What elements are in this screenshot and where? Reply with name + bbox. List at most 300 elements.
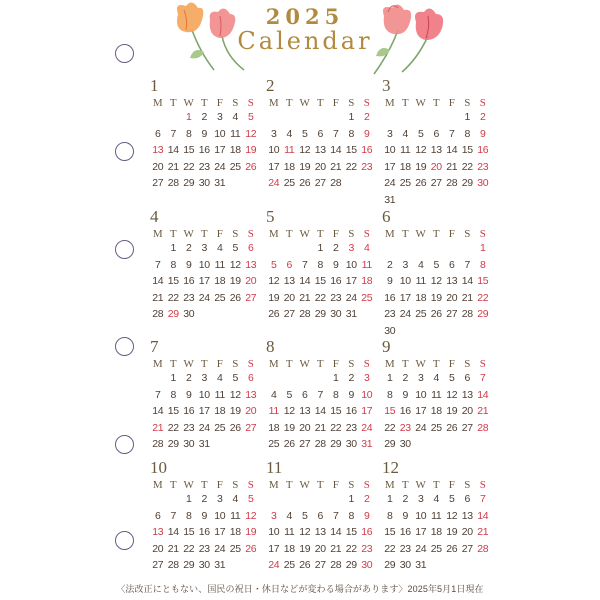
day-cell: 5 xyxy=(301,127,308,140)
day-cell: 11 xyxy=(431,388,442,401)
day-cell: 10 xyxy=(214,127,226,140)
weekday-label: W xyxy=(415,479,426,491)
weekday-label: T xyxy=(200,479,208,491)
weekday-label: W xyxy=(299,479,310,491)
day-cell: 23 xyxy=(198,160,210,173)
day-cell: 17 xyxy=(198,405,210,417)
day-cell: 11 xyxy=(268,405,279,417)
day-cell: 6 xyxy=(154,509,161,522)
week-row xyxy=(150,240,262,257)
day-cell: 20 xyxy=(314,542,326,555)
day-cell: 13 xyxy=(283,275,295,287)
day-cell: 4 xyxy=(433,493,440,505)
day-cell: 25 xyxy=(214,421,226,434)
binder-hole xyxy=(115,44,134,63)
day-cell: 21 xyxy=(477,405,489,417)
week-row xyxy=(266,508,378,525)
day-cell: 28 xyxy=(314,438,326,450)
day-cell: 20 xyxy=(245,275,257,287)
weekday-label: S xyxy=(348,479,355,491)
day-cell: 23 xyxy=(384,308,396,320)
day-cell: 7 xyxy=(464,258,471,271)
binder-hole xyxy=(115,337,134,356)
day-cell: 9 xyxy=(185,388,192,401)
month-block xyxy=(382,208,494,339)
day-cell: 11 xyxy=(284,526,295,538)
day-cell: 29 xyxy=(384,559,396,571)
weekday-label: S xyxy=(348,97,355,109)
day-cell: 6 xyxy=(154,127,161,140)
week-row xyxy=(266,420,378,437)
day-cell: 13 xyxy=(461,388,473,401)
day-cell: 8 xyxy=(386,509,393,522)
day-cell: 3 xyxy=(201,242,208,254)
day-cell: 16 xyxy=(477,144,489,156)
day-cell: 19 xyxy=(283,421,295,434)
day-cell: 23 xyxy=(399,421,411,434)
day-cell: 27 xyxy=(299,438,311,450)
day-cell: 24 xyxy=(345,291,357,304)
day-cell: 11 xyxy=(400,144,411,156)
month-number: 12 xyxy=(382,458,399,477)
day-cell: 25 xyxy=(268,438,280,450)
day-cell: 17 xyxy=(198,275,210,287)
weekday-label: M xyxy=(152,358,163,370)
week-row xyxy=(382,370,494,387)
day-cell: 25 xyxy=(430,421,442,434)
day-cell: 17 xyxy=(399,291,411,304)
day-cell: 21 xyxy=(461,291,473,304)
weekday-label: W xyxy=(415,358,426,370)
day-cell: 14 xyxy=(299,275,311,287)
week-row xyxy=(382,159,494,176)
day-cell: 19 xyxy=(446,526,458,538)
day-cell: 27 xyxy=(152,559,164,571)
day-cell: 16 xyxy=(198,144,210,156)
title-word: Calendar xyxy=(237,27,373,55)
weekday-label: W xyxy=(299,97,310,109)
day-cell: 22 xyxy=(183,542,195,555)
day-cell: 8 xyxy=(170,388,177,401)
weekday-label: M xyxy=(384,479,395,491)
day-cell: 4 xyxy=(232,111,239,123)
day-cell: 24 xyxy=(198,421,210,434)
day-cell: 3 xyxy=(363,372,370,384)
day-cell: 21 xyxy=(152,291,164,304)
weekday-label: T xyxy=(401,479,409,491)
day-cell: 16 xyxy=(198,526,210,538)
day-cell: 19 xyxy=(415,160,427,173)
day-cell: 28 xyxy=(167,177,179,189)
day-cell: 13 xyxy=(245,388,257,401)
day-cell: 23 xyxy=(361,542,373,555)
day-cell: 21 xyxy=(167,160,179,173)
day-cell: 18 xyxy=(415,291,427,304)
day-cell: 5 xyxy=(433,258,440,271)
day-cell: 13 xyxy=(152,144,164,156)
month-block xyxy=(382,459,494,574)
day-cell: 24 xyxy=(268,177,280,189)
day-cell: 7 xyxy=(170,127,177,140)
day-cell: 11 xyxy=(230,509,241,522)
day-cell: 18 xyxy=(229,526,241,538)
week-row xyxy=(382,491,494,508)
day-cell: 24 xyxy=(214,160,226,173)
month-number: 1 xyxy=(150,76,159,95)
month-number: 9 xyxy=(382,337,391,356)
day-cell: 16 xyxy=(361,526,373,538)
day-cell: 14 xyxy=(330,144,342,156)
day-cell: 26 xyxy=(299,559,311,571)
day-cell: 15 xyxy=(477,275,489,287)
weekday-header xyxy=(266,228,378,240)
weekday-label: S xyxy=(479,97,486,109)
day-cell: 4 xyxy=(286,127,293,140)
day-cell: 8 xyxy=(170,258,177,271)
day-cell: 8 xyxy=(386,388,393,401)
weekday-label: T xyxy=(169,358,177,370)
weekday-label: T xyxy=(169,97,177,109)
day-cell: 26 xyxy=(415,177,427,189)
day-cell: 2 xyxy=(185,242,192,254)
week-row xyxy=(382,290,494,307)
day-cell: 22 xyxy=(477,291,489,304)
day-cell: 20 xyxy=(314,160,326,173)
day-cell: 30 xyxy=(183,308,195,320)
weekday-label: T xyxy=(316,97,324,109)
week-row xyxy=(382,273,494,290)
month-number: 10 xyxy=(150,458,167,477)
day-cell: 26 xyxy=(245,160,257,173)
day-cell: 25 xyxy=(229,160,241,173)
weekday-label: S xyxy=(464,358,471,370)
week-row xyxy=(266,306,378,323)
day-cell: 3 xyxy=(348,242,355,254)
day-cell: 30 xyxy=(198,177,210,189)
day-cell: 29 xyxy=(384,438,396,450)
day-cell: 30 xyxy=(384,324,396,337)
day-cell: 23 xyxy=(183,291,195,304)
day-cell: 20 xyxy=(299,421,311,434)
month-number: 11 xyxy=(266,458,283,477)
day-cell: 20 xyxy=(152,160,164,173)
week-row xyxy=(382,524,494,541)
week-row xyxy=(150,491,262,508)
weekday-header xyxy=(266,479,378,491)
day-cell: 23 xyxy=(345,421,357,434)
day-cell: 17 xyxy=(345,275,357,287)
day-cell: 29 xyxy=(345,559,357,571)
day-cell: 6 xyxy=(464,372,471,384)
binder-hole xyxy=(115,142,134,161)
month-block xyxy=(382,77,494,208)
day-cell: 25 xyxy=(214,291,226,304)
day-cell: 16 xyxy=(345,405,357,417)
day-cell: 1 xyxy=(348,111,355,123)
day-cell: 2 xyxy=(185,372,192,384)
day-cell: 22 xyxy=(345,160,357,173)
day-cell: 4 xyxy=(417,258,424,271)
day-cell: 15 xyxy=(183,526,195,538)
day-cell: 27 xyxy=(245,421,257,434)
weekday-label: M xyxy=(384,358,395,370)
day-cell: 6 xyxy=(317,127,324,140)
weekday-label: F xyxy=(216,358,223,370)
day-cell: 21 xyxy=(152,421,164,434)
day-cell: 9 xyxy=(201,509,208,522)
day-cell: 12 xyxy=(446,509,458,522)
day-cell: 21 xyxy=(330,542,342,555)
day-cell: 30 xyxy=(361,559,373,571)
day-cell: 7 xyxy=(332,127,339,140)
week-row xyxy=(266,290,378,307)
day-cell: 30 xyxy=(183,438,195,450)
day-cell: 23 xyxy=(198,542,210,555)
week-row xyxy=(382,436,494,453)
day-cell: 3 xyxy=(216,493,223,505)
day-cell: 9 xyxy=(479,127,486,140)
month-number: 5 xyxy=(266,207,275,226)
weekday-label: S xyxy=(363,479,370,491)
day-cell: 26 xyxy=(245,542,257,555)
day-cell: 27 xyxy=(152,177,164,189)
day-cell: 24 xyxy=(415,421,427,434)
day-cell: 11 xyxy=(284,144,295,156)
weekday-label: T xyxy=(316,358,324,370)
day-cell: 1 xyxy=(464,111,471,123)
weekday-label: S xyxy=(232,358,239,370)
day-cell: 5 xyxy=(247,493,254,505)
weekday-label: S xyxy=(232,479,239,491)
day-cell: 27 xyxy=(283,308,295,320)
weekday-header xyxy=(150,97,262,109)
day-cell: 8 xyxy=(464,127,471,140)
day-cell: 2 xyxy=(402,372,409,384)
day-cell: 27 xyxy=(314,559,326,571)
weekday-label: T xyxy=(432,228,440,240)
day-cell: 26 xyxy=(430,308,442,320)
day-cell: 31 xyxy=(415,559,427,571)
day-cell: 10 xyxy=(415,388,427,401)
day-cell: 12 xyxy=(299,144,311,156)
binder-hole xyxy=(115,531,134,550)
weekday-label: S xyxy=(464,479,471,491)
day-cell: 27 xyxy=(314,177,326,189)
day-cell: 17 xyxy=(384,160,396,173)
tulip-illustration-right xyxy=(368,0,452,76)
week-row xyxy=(150,524,262,541)
weekday-label: S xyxy=(247,97,254,109)
day-cell: 28 xyxy=(299,308,311,320)
day-cell: 26 xyxy=(268,308,280,320)
week-row xyxy=(266,370,378,387)
day-cell: 15 xyxy=(384,405,396,417)
day-cell: 13 xyxy=(299,405,311,417)
week-row xyxy=(150,387,262,404)
week-row xyxy=(150,257,262,274)
weekday-label: T xyxy=(432,97,440,109)
day-cell: 10 xyxy=(361,388,373,401)
weekday-label: S xyxy=(348,228,355,240)
day-cell: 27 xyxy=(461,421,473,434)
day-cell: 21 xyxy=(299,291,311,304)
day-cell: 8 xyxy=(348,127,355,140)
month-block xyxy=(266,77,378,192)
day-cell: 12 xyxy=(430,275,442,287)
day-cell: 3 xyxy=(417,372,424,384)
week-row xyxy=(266,557,378,574)
day-cell: 31 xyxy=(345,308,357,320)
month-block xyxy=(150,208,262,323)
weekday-label: F xyxy=(448,97,455,109)
weekday-label: S xyxy=(363,358,370,370)
week-row xyxy=(150,290,262,307)
day-cell: 2 xyxy=(201,493,208,505)
day-cell: 25 xyxy=(283,559,295,571)
weekday-label: T xyxy=(316,479,324,491)
weekday-header xyxy=(266,358,378,370)
weekday-label: S xyxy=(479,479,486,491)
day-cell: 3 xyxy=(201,372,208,384)
day-cell: 14 xyxy=(330,526,342,538)
month-block xyxy=(150,338,262,453)
day-cell: 27 xyxy=(461,542,473,555)
day-cell: 7 xyxy=(317,388,324,401)
day-cell: 22 xyxy=(384,421,396,434)
day-cell: 6 xyxy=(464,493,471,505)
day-cell: 3 xyxy=(417,493,424,505)
day-cell: 5 xyxy=(232,372,239,384)
day-cell: 1 xyxy=(348,493,355,505)
day-cell: 12 xyxy=(268,275,280,287)
day-cell: 11 xyxy=(214,258,225,271)
weekday-label: T xyxy=(432,358,440,370)
day-cell: 24 xyxy=(361,421,373,434)
weekday-header xyxy=(150,228,262,240)
weekday-label: S xyxy=(247,228,254,240)
week-row xyxy=(382,403,494,420)
day-cell: 6 xyxy=(433,127,440,140)
day-cell: 6 xyxy=(247,372,254,384)
weekday-label: S xyxy=(247,479,254,491)
day-cell: 13 xyxy=(446,275,458,287)
week-row xyxy=(266,240,378,257)
day-cell: 10 xyxy=(399,275,411,287)
week-row xyxy=(266,126,378,143)
day-cell: 14 xyxy=(477,509,489,522)
weekday-label: M xyxy=(268,479,279,491)
week-row xyxy=(150,109,262,126)
day-cell: 25 xyxy=(399,177,411,189)
weekday-label: T xyxy=(200,358,208,370)
week-row xyxy=(150,142,262,159)
day-cell: 7 xyxy=(170,509,177,522)
day-cell: 4 xyxy=(286,509,293,522)
day-cell: 9 xyxy=(402,388,409,401)
day-cell: 22 xyxy=(314,291,326,304)
day-cell: 31 xyxy=(384,193,396,206)
day-cell: 24 xyxy=(268,559,280,571)
day-cell: 20 xyxy=(152,542,164,555)
day-cell: 19 xyxy=(245,526,257,538)
weekday-header xyxy=(382,479,494,491)
day-cell: 5 xyxy=(448,493,455,505)
day-cell: 5 xyxy=(448,372,455,384)
week-row xyxy=(150,370,262,387)
day-cell: 2 xyxy=(363,111,370,123)
day-cell: 19 xyxy=(299,542,311,555)
week-row xyxy=(266,387,378,404)
month-block xyxy=(266,459,378,574)
week-row xyxy=(266,524,378,541)
day-cell: 31 xyxy=(198,438,210,450)
day-cell: 18 xyxy=(430,405,442,417)
day-cell: 28 xyxy=(330,559,342,571)
month-number: 3 xyxy=(382,76,391,95)
day-cell: 4 xyxy=(402,127,409,140)
day-cell: 16 xyxy=(361,144,373,156)
day-cell: 14 xyxy=(477,388,489,401)
day-cell: 11 xyxy=(230,127,241,140)
day-cell: 1 xyxy=(170,372,177,384)
day-cell: 4 xyxy=(363,242,370,254)
weekday-label: W xyxy=(183,228,194,240)
week-row xyxy=(150,436,262,453)
day-cell: 6 xyxy=(317,509,324,522)
weekday-label: F xyxy=(216,97,223,109)
week-row xyxy=(382,387,494,404)
weekday-header xyxy=(150,479,262,491)
day-cell: 12 xyxy=(415,144,427,156)
day-cell: 5 xyxy=(232,242,239,254)
day-cell: 10 xyxy=(198,258,210,271)
day-cell: 5 xyxy=(247,111,254,123)
month-block xyxy=(266,338,378,453)
day-cell: 28 xyxy=(477,542,489,555)
weekday-label: S xyxy=(464,97,471,109)
day-cell: 30 xyxy=(198,559,210,571)
day-cell: 17 xyxy=(214,144,226,156)
week-row xyxy=(266,159,378,176)
day-cell: 4 xyxy=(433,372,440,384)
day-cell: 26 xyxy=(299,177,311,189)
week-row xyxy=(382,306,494,323)
day-cell: 14 xyxy=(461,275,473,287)
day-cell: 2 xyxy=(201,111,208,123)
week-row xyxy=(150,273,262,290)
month-block xyxy=(266,208,378,323)
weekday-label: T xyxy=(200,228,208,240)
week-row xyxy=(382,541,494,558)
weekday-label: F xyxy=(216,479,223,491)
weekday-label: S xyxy=(363,97,370,109)
day-cell: 29 xyxy=(183,559,195,571)
week-row xyxy=(266,403,378,420)
day-cell: 21 xyxy=(167,542,179,555)
day-cell: 15 xyxy=(461,144,473,156)
day-cell: 2 xyxy=(479,111,486,123)
day-cell: 29 xyxy=(183,177,195,189)
day-cell: 16 xyxy=(399,526,411,538)
day-cell: 10 xyxy=(268,526,280,538)
day-cell: 17 xyxy=(268,542,280,555)
day-cell: 22 xyxy=(167,421,179,434)
week-row xyxy=(382,175,494,192)
day-cell: 28 xyxy=(152,438,164,450)
day-cell: 24 xyxy=(214,542,226,555)
day-cell: 31 xyxy=(361,438,373,450)
day-cell: 21 xyxy=(477,526,489,538)
